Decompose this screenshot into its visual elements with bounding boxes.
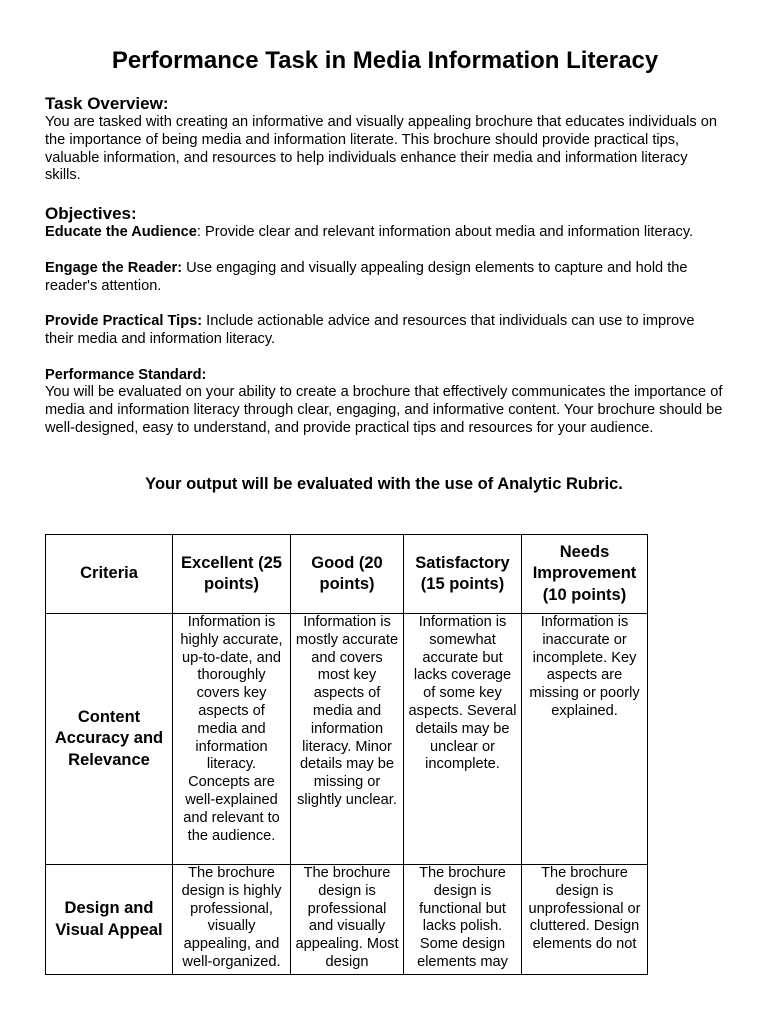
rubric-caption: Your output will be evaluated with the use of Analytic Rubric.	[145, 474, 623, 493]
objective-item	[45, 313, 725, 349]
rubric-cell-needs-improvement	[522, 865, 648, 975]
performance-standard-text: You will be evaluated on your ability to create a brochure that effectively communicates the importance of media and information literacy through clear, engaging, and informative content. Your brochure should be well-designed, easy to understand, and provide practical tips and resources for your audience.	[45, 384, 723, 436]
table-row	[46, 865, 648, 975]
rubric-cell-excellent	[173, 865, 291, 975]
header-satisfactory: Satisfactory (15 points)	[404, 535, 522, 614]
rubric-cell-needs-improvement: Information is inaccurate or incomplete. Key aspects are missing or poorly explained.	[522, 614, 648, 865]
cell-text: The brochure design is unprofessional or cluttered. Design elements do not	[528, 865, 641, 953]
objective-label: Educate the Audience	[45, 224, 197, 241]
cell-text: The brochure design is highly professional, visually appealing, and well-organized.	[181, 865, 282, 970]
header-needs-improvement: Needs Improvement (10 points)	[522, 535, 648, 614]
header-good: Good (20 points)	[291, 535, 404, 614]
objectives-heading: Objectives:	[45, 204, 137, 224]
objective-label: Engage the Reader:	[45, 259, 183, 276]
objective-item	[45, 260, 725, 296]
page-title: Performance Task in Media Information Literacy	[111, 47, 659, 74]
objective-text: Use engaging and visually appealing design elements to capture and hold the reader's attention.	[45, 259, 688, 294]
rubric-cell-excellent: Information is highly accurate, up-to-date, and thoroughly covers key aspects of media and information literacy. Concepts are well-explained and relevant to the audience.	[173, 614, 291, 865]
rubric-cell-satisfactory: Information is somewhat accurate but lacks coverage of some key aspects. Several details may be unclear or incomplete.	[404, 614, 522, 865]
cell-text: The brochure design is functional but lacks polish. Some design elements may	[417, 865, 508, 970]
performance-standard-heading: Performance Standard:	[45, 366, 207, 383]
analytic-rubric-table	[45, 534, 648, 975]
document-page	[45, 44, 725, 494]
rubric-cell-satisfactory	[404, 865, 522, 975]
rubric-cell-good	[291, 865, 404, 975]
objective-label: Provide Practical Tips:	[45, 313, 203, 330]
task-overview-text: You are tasked with creating an informative and visually appealing brochure that educates individuals on the importance of being media and information literate. This brochure should provide practical tips, valuable information, and resources to help individuals enhance their media and information literacy skills.	[45, 114, 718, 184]
objective-text: : Provide clear and relevant information about media and information literacy.	[196, 224, 694, 241]
criteria-cell: Content Accuracy and Relevance	[46, 614, 173, 865]
table-row	[46, 614, 648, 865]
header-excellent: Excellent (25 points)	[173, 535, 291, 614]
rubric-header-row	[46, 535, 648, 614]
cell-text: The brochure design is professional and visually appealing. Most design	[295, 865, 399, 970]
header-criteria: Criteria	[46, 535, 173, 614]
objective-text: Include actionable advice and resources that individuals can use to improve their media and information literacy.	[45, 313, 695, 347]
criteria-cell: Design and Visual Appeal	[46, 865, 173, 975]
rubric-cell-good: Information is mostly accurate and covers most key aspects of media and information literacy. Minor details may be missing or slightly unclear.	[291, 614, 404, 865]
task-overview-heading: Task Overview:	[45, 94, 169, 113]
objective-item	[45, 224, 725, 242]
